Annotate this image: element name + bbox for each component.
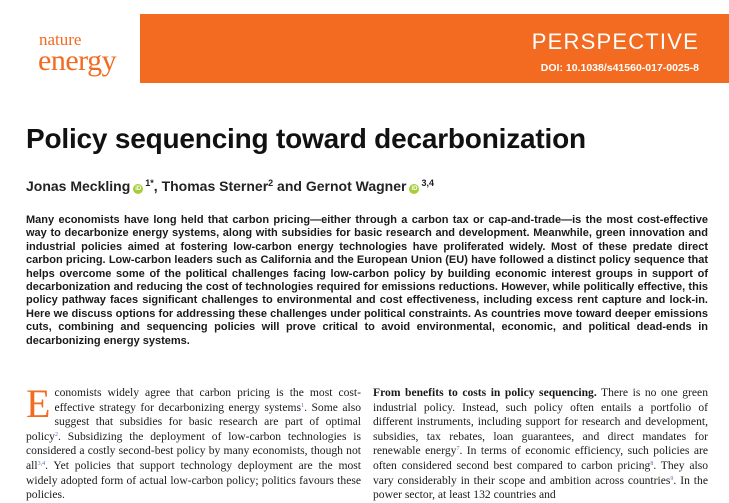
journal-banner — [24, 14, 729, 83]
orcid-icon[interactable]: iD — [135, 186, 142, 192]
author-list — [26, 177, 434, 195]
body-text: . They also vary considerably in their scope and ambition across countries — [373, 458, 709, 487]
body-text: . Yet policies that support technology deployment are the most widely adopted form of actual low-carbon policy; politics favours these policies. — [26, 458, 361, 502]
citation-ref[interactable]: 8 — [650, 460, 654, 467]
author-affiliation: 3,4 — [421, 178, 434, 188]
author-separator: , — [153, 178, 162, 194]
logo-nature-text: nature — [39, 30, 82, 49]
logo-energy-text: energy — [38, 44, 117, 77]
citation-ref[interactable]: 1 — [301, 402, 305, 409]
citation-ref[interactable]: 3,4 — [37, 460, 46, 467]
section-heading: From benefits to costs in policy sequencing. — [373, 386, 597, 399]
body-text: . Subsidizing the deployment of low-carbon technologies is considered a costly second-best policy by many economists, though not all — [26, 429, 361, 472]
body-text: . In terms of economic efficiency, such policies are often considered second best compared to carbon pricing — [373, 444, 708, 472]
drop-cap: E — [26, 381, 51, 426]
body-text: . In the power sector, at least 132 countries and — [373, 473, 708, 502]
author-wagner[interactable]: Gernot Wagner — [305, 178, 407, 194]
author-affiliation: 2 — [268, 178, 274, 188]
body-text: There is no one green industrial policy. Instead, such policy often entails a portfolio of different instruments, including support for research and development, subsidies, tax rebates, loan guarantees, and direct mandates for renewable energy — [373, 386, 708, 458]
journal-logo[interactable] — [24, 14, 144, 83]
citation-ref[interactable]: 2 — [54, 431, 58, 438]
author-meckling[interactable]: Jonas Meckling — [26, 178, 131, 194]
article-type-label: PERSPECTIVE — [531, 29, 699, 54]
citation-ref[interactable]: 7 — [456, 446, 460, 453]
orcid-icon[interactable]: iD — [411, 186, 418, 192]
body-column-right — [373, 386, 708, 503]
author-sterner[interactable]: Thomas Sterner — [161, 178, 269, 194]
citation-ref[interactable]: 9 — [670, 475, 674, 482]
doi-link[interactable]: DOI: 10.1038/s41560-017-0025-8 — [540, 62, 699, 74]
author-separator: and — [273, 178, 306, 194]
abstract: Many economists have long held that carbon pricing—either through a carbon tax or cap-and-trade—is the most cost-effective way to decarbonize energy systems, along with subsidies for basic research and development. Meanwhile, green innovation and industrial policies aimed at fostering low-carbon energy technologies have proliferated widely. Most of these predate direct carbon pricing. Low-carbon leaders such as California and the European Union (EU) have followed a distinct policy sequence that helps overcome some of the political challenges facing low-carbon policy by building economic interest groups in support of decarbonization and reducing the cost of technologies required for emissions reductions. However, while politically effective, this policy pathway faces significant challenges to environmental and cost effectiveness, including excess rent capture and lock-in. Here we discuss options for addressing these challenges under political constraints. As countries move toward deeper emissions cuts, combining and sequencing policies will prove critical to avoid environmental, economic, and political dead-ends in decarbonizing energy systems. — [26, 214, 708, 347]
article-title: Policy sequencing toward decarbonization — [26, 123, 586, 154]
body-text: conomists widely agree that carbon pricing is the most cost-effective strategy for decarbonizing energy systems — [54, 386, 361, 414]
body-column-left — [26, 381, 362, 503]
author-affiliation: 1* — [145, 178, 154, 188]
body-text: . Some also suggest that subsidies for basic research are part of optimal policy — [26, 400, 362, 443]
